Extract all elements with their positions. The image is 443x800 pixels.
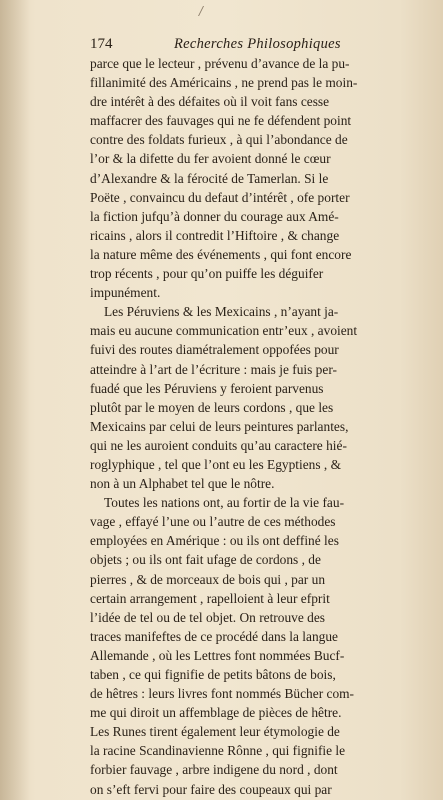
text-line: fillanimité des Américains , ne prend pas le moin- bbox=[90, 75, 358, 91]
text-line: non à un Alphabet tel que le nôtre. bbox=[90, 476, 275, 492]
text-line: Allemande , où les Lettres font nommées Bucf- bbox=[90, 647, 345, 663]
text-line: trop récents , pour qu’on puiffe les déguifer bbox=[90, 266, 324, 282]
text-line: Mexicains par celui de leurs peintures parlantes, bbox=[90, 418, 349, 434]
text-line: d’Alexandre & la férocité de Tamerlan. Si le bbox=[90, 170, 329, 186]
running-head: Recherches Philosophiques bbox=[174, 36, 341, 52]
text-line: me qui diroit un affemblage de pièces de hêtre. bbox=[90, 705, 342, 721]
text-line: employées en Amérique : ou ils ont deffiné les bbox=[90, 533, 339, 549]
text-line: on s’eft fervi pour faire des coupeaux qui par bbox=[90, 781, 332, 797]
text-line: de hêtres : leurs livres font nommés Bücher com- bbox=[90, 686, 355, 702]
text-line: traces manifeftes de ce procédé dans la langue bbox=[90, 628, 338, 644]
page-number: 174 bbox=[90, 36, 113, 52]
text-line: forbier fauvage , arbre indigene du nord , dont bbox=[90, 762, 338, 778]
text-line: vage , effayé l’une ou l’autre de ces méthodes bbox=[90, 514, 336, 530]
text-line: dre intérêt à des défaites où il voit fans cesse bbox=[90, 94, 330, 110]
text-line: roglyphique , tel que l’ont eu les Egyptiens , & bbox=[90, 456, 342, 472]
text-line: maffacrer des fauvages qui ne fe défendent point bbox=[90, 113, 352, 129]
text-line: parce que le lecteur , prévenu d’avance de la pu- bbox=[90, 56, 350, 71]
text-line: pierres , & de morceaux de bois qui , par un bbox=[90, 571, 326, 587]
text-line: certain arrangement , rapelloient à leur efprit bbox=[90, 590, 330, 606]
text-line: atteindre à l’art de l’écriture : mais je fuis per- bbox=[90, 361, 337, 377]
text-line: fuadé que les Péruviens y feroient parvenus bbox=[90, 380, 324, 396]
text-line: ricains , alors il contredit l’Hiftoire , & change bbox=[90, 227, 340, 243]
body-text bbox=[90, 54, 440, 799]
text-line: objets ; ou ils ont fait ufage de cordons , de bbox=[90, 552, 321, 568]
text-line: mais eu aucune communication entr’eux , avoient bbox=[90, 323, 358, 339]
text-line: impunément. bbox=[90, 285, 161, 301]
text-line: la fiction jufqu’à donner du courage aux Amé- bbox=[90, 208, 339, 224]
text-line: l’idée de tel ou de tel objet. On retrouve des bbox=[90, 609, 325, 625]
top-mark: / bbox=[199, 4, 204, 18]
text-line: Les Runes tirent également leur étymologie de bbox=[90, 724, 340, 740]
text-line: qui ne les auroient conduits qu’au caractere hié- bbox=[90, 437, 347, 453]
page-header bbox=[90, 36, 385, 56]
page-edge-shadow bbox=[0, 0, 30, 800]
text-line: plutôt par le moyen de leurs cordons , que les bbox=[90, 399, 334, 415]
paragraph-start-line: Toutes les nations ont, au fortir de la vie fau- bbox=[104, 495, 345, 511]
text-line: la racine Scandinavienne Rônne , qui fignifie le bbox=[90, 743, 346, 759]
text-line: la nature même des événements , qui font encore bbox=[90, 246, 352, 262]
text-line: taben , ce qui fignifie de petits bâtons de bois, bbox=[90, 667, 336, 682]
text-line: contre des foldats furieux , à qui l’abondance de bbox=[90, 132, 348, 148]
text-line: Poëte , convaincu du defaut d’intérêt , ofe porter bbox=[90, 189, 350, 205]
paragraph-start-line: Les Péruviens & les Mexicains , n’ayant ja- bbox=[104, 304, 339, 320]
text-line: fuivi des routes diamétralement oppofées pour bbox=[90, 342, 339, 358]
text-line: l’or & la difette du fer avoient donné le cœur bbox=[90, 151, 331, 167]
